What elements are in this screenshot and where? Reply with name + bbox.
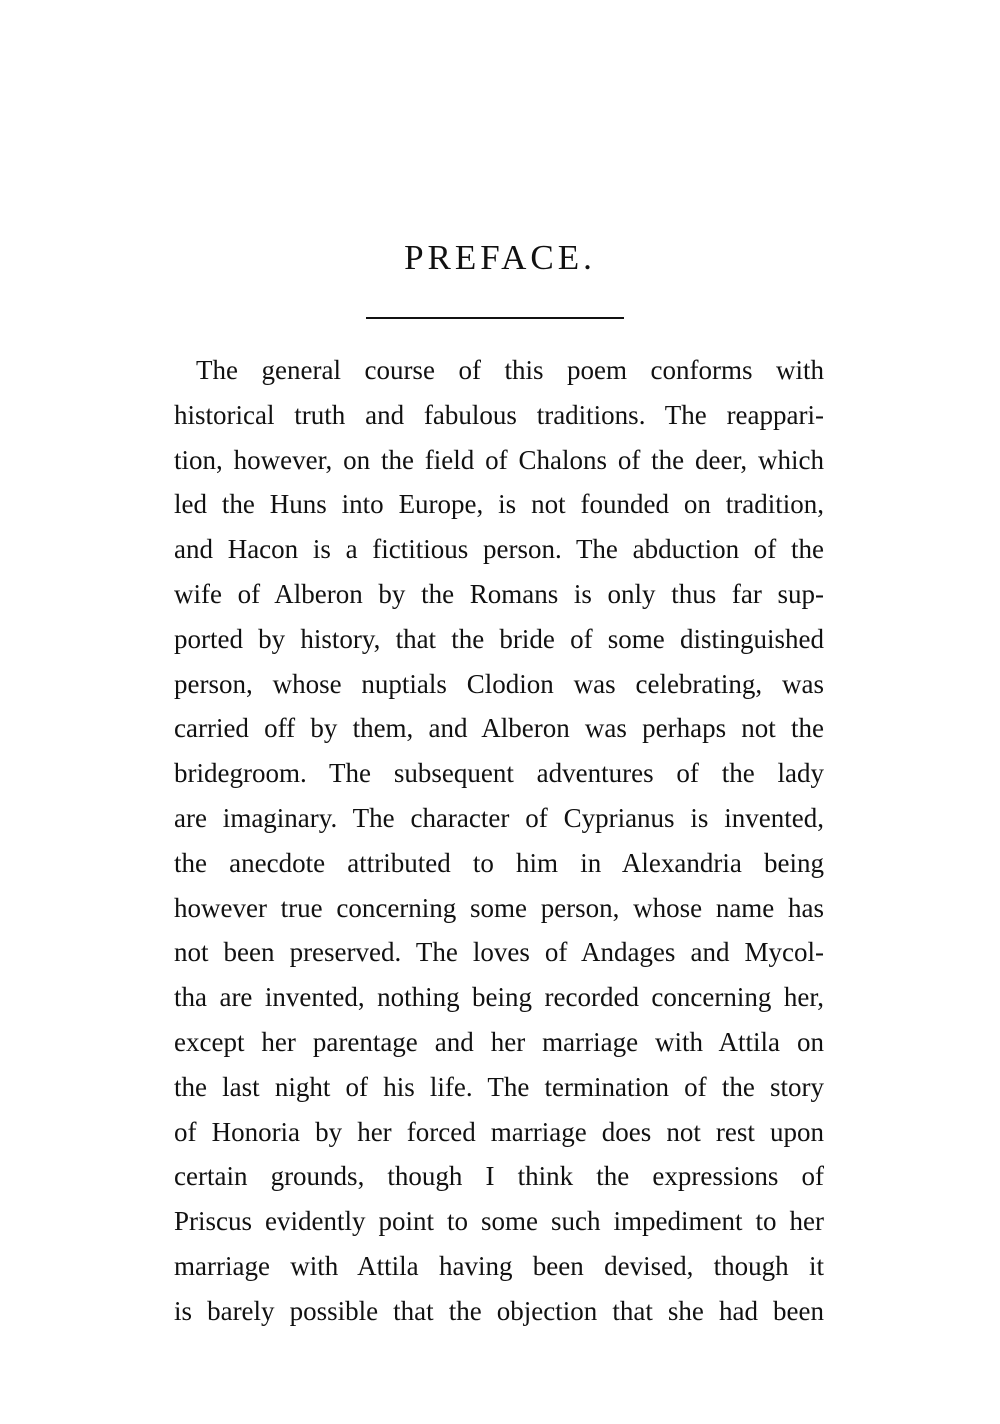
text-line: tion, however, on the field of Chalons of the deer, which [174, 444, 824, 475]
text-line: and Hacon is a fictitious person. The abduction of the [174, 534, 824, 565]
text-line: except her parentage and her marriage with Attila on [174, 1026, 824, 1057]
text-line: ported by history, that the bride of some distinguished [174, 623, 824, 654]
text-line: is barely possible that the objection that she had been [174, 1295, 824, 1326]
text-line: carried off by them, and Alberon was perhaps not the [174, 713, 824, 744]
text-line: the last night of his life. The termination of the story [174, 1071, 824, 1102]
text-line: are imaginary. The character of Cyprianus is invented, [174, 802, 824, 833]
text-line: historical truth and fabulous traditions. The reappari- [174, 399, 824, 430]
text-line: led the Huns into Europe, is not founded on tradition, [174, 489, 824, 520]
text-line: the anecdote attributed to him in Alexandria being [174, 847, 824, 878]
text-line: The general course of this poem conforms with [196, 355, 824, 385]
preface-body [174, 348, 824, 1334]
text-line: marriage with Attila having been devised, though it [174, 1250, 824, 1281]
page-title: PREFACE. [404, 238, 596, 277]
text-line: bridegroom. The subsequent adventures of the lady [174, 758, 824, 789]
text-line: person, whose nuptials Clodion was celebrating, was [174, 668, 824, 699]
title-divider [366, 317, 624, 319]
text-line: wife of Alberon by the Romans is only thus far sup- [174, 578, 824, 609]
text-line: tha are invented, nothing being recorded concerning her, [174, 982, 824, 1013]
text-line: certain grounds, though I think the expressions of [174, 1161, 824, 1192]
text-line: Priscus evidently point to some such impediment to her [174, 1206, 824, 1237]
text-line: not been preserved. The loves of Andages and Mycol- [174, 937, 824, 968]
text-line: of Honoria by her forced marriage does not rest upon [174, 1116, 824, 1147]
text-line: however true concerning some person, whose name has [174, 892, 824, 923]
